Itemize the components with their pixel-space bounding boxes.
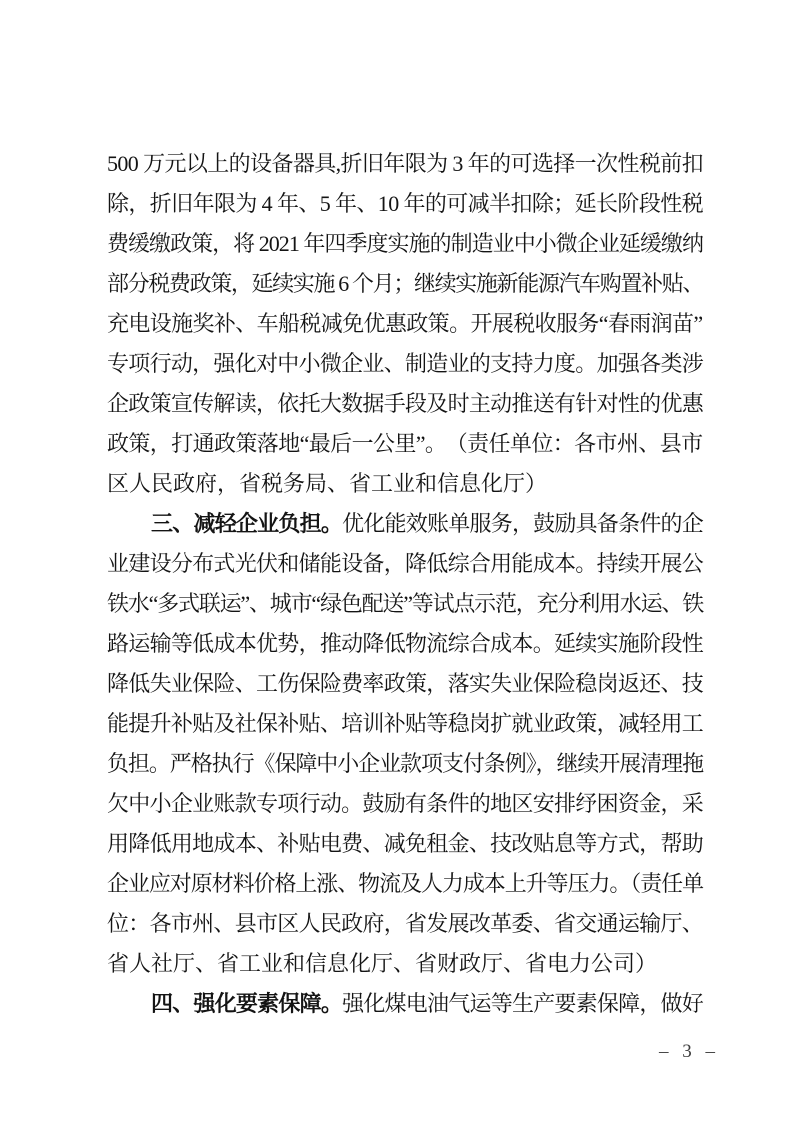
text-line	[107, 344, 703, 384]
text-line	[107, 704, 703, 744]
body-text-segment: 政策，打通政策落地“最后一公里”。 （责任单位：各市州、县市	[107, 431, 703, 456]
text-line	[107, 784, 703, 824]
body-text-segment: 充电设施奖补、车船税减免优惠政策。开展税收服务“春雨润苗”	[107, 311, 703, 336]
body-text-segment: 费缓缴政策，将 2021 年四季度实施的制造业中小微企业延缓缴纳	[107, 231, 703, 256]
text-line	[107, 504, 703, 544]
text-line	[107, 744, 703, 784]
text-line	[107, 904, 703, 944]
text-line	[107, 184, 703, 224]
text-line	[107, 544, 703, 584]
text-line	[107, 424, 703, 464]
body-text-segment: 企业应对原材料价格上涨、物流及人力成本上升等压力。（责任单	[107, 871, 704, 896]
body-text-segment: 位：各市州、县市区人民政府，省发展改革委、省交通运输厅、	[107, 911, 704, 936]
document-body	[107, 144, 703, 1024]
body-text-segment: 优化能效账单服务，鼓励具备条件的企	[342, 511, 704, 536]
text-line	[107, 624, 703, 664]
text-line	[107, 144, 703, 184]
body-text-segment: 专项行动，强化对中小微企业、制造业的支持力度。加强各类涉	[107, 351, 704, 376]
text-line	[107, 264, 703, 304]
text-line	[107, 824, 703, 864]
body-text-segment: 区人民政府，省税务局、省工业和信息化厅）	[107, 471, 548, 496]
text-line	[107, 664, 703, 704]
text-line	[107, 984, 703, 1024]
body-text-segment: 500 万元以上的设备器具,折旧年限为 3 年的可选择一次性税前扣	[107, 151, 704, 176]
body-text-segment: 降低失业保险、工伤保险费率政策，落实失业保险稳岗返还、技	[107, 671, 704, 696]
text-line	[107, 864, 703, 904]
body-text-segment: 用降低用地成本、补贴电费、减免租金、技改贴息等方式，帮助	[107, 831, 704, 856]
body-text-segment: 省人社厅、省工业和信息化厅、省财政厅、省电力公司）	[107, 951, 658, 976]
page-number: – 3 –	[659, 1041, 718, 1062]
body-text-segment: 强化煤电油气运等生产要素保障，做好	[342, 991, 704, 1016]
body-text-segment: 业建设分布式光伏和储能设备，降低综合用能成本。持续开展公	[107, 551, 704, 576]
text-line	[107, 464, 703, 504]
section-heading: 三、减轻企业负担。	[151, 511, 343, 536]
body-text-segment: 欠中小企业账款专项行动。鼓励有条件的地区安排纾困资金，采	[107, 791, 704, 816]
body-text-segment: 负担。严格执行《保障中小企业款项支付条例》，继续开展清理拖	[107, 751, 704, 776]
body-text-segment: 铁水“多式联运”、城市“绿色配送”等试点示范，充分利用水运、铁	[107, 591, 704, 616]
body-text-segment: 部分税费政策，延续实施 6 个月；继续实施新能源汽车购置补贴、	[107, 271, 703, 296]
body-text-segment: 除，折旧年限为 4 年、5 年、10 年的可减半扣除；延长阶段性税	[107, 191, 704, 216]
text-line	[107, 304, 703, 344]
text-line	[107, 224, 703, 264]
body-text-segment: 能提升补贴及社保补贴、培训补贴等稳岗扩就业政策，减轻用工	[107, 711, 704, 736]
section-heading: 四、强化要素保障。	[151, 991, 343, 1016]
text-line	[107, 944, 703, 984]
body-text-segment: 路运输等低成本优势，推动降低物流综合成本。延续实施阶段性	[107, 631, 704, 656]
text-line	[107, 584, 703, 624]
text-line	[107, 384, 703, 424]
body-text-segment: 企政策宣传解读，依托大数据手段及时主动推送有针对性的优惠	[107, 391, 704, 416]
